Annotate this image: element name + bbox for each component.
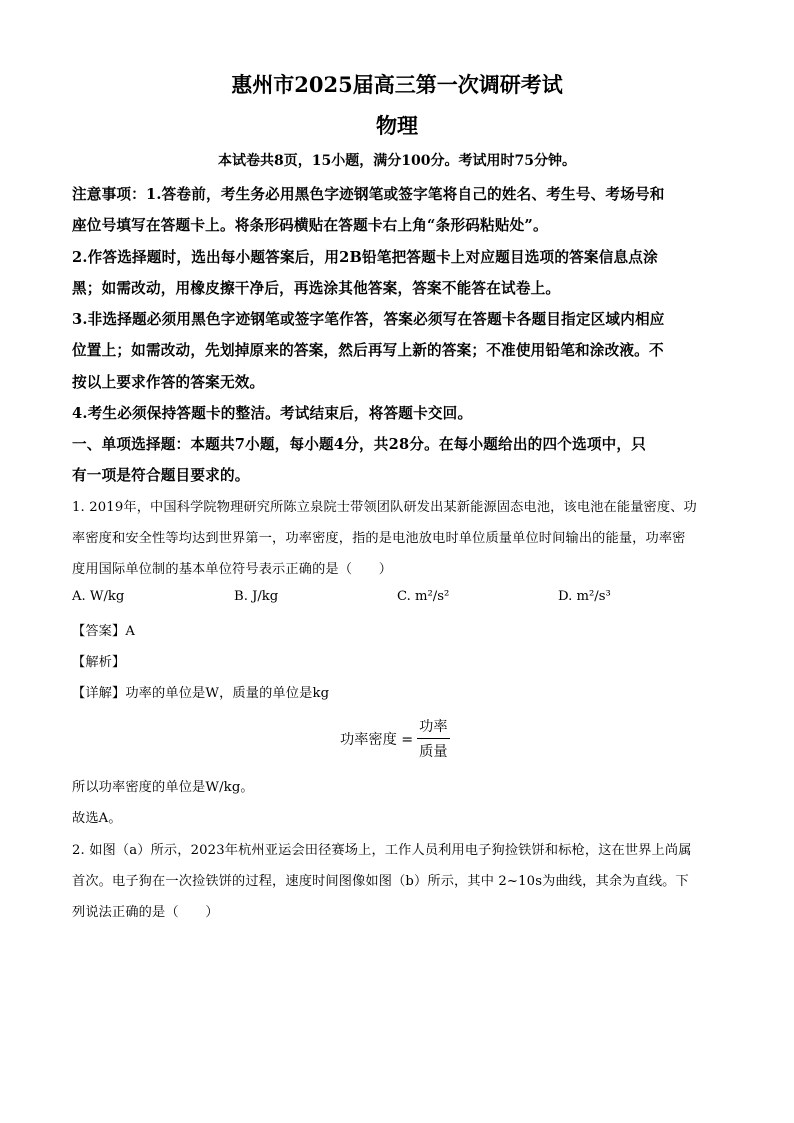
q1-option-c: C. m²/s² — [397, 589, 450, 604]
exam-title: 惠州市2025届高三第一次调研考试 — [231, 72, 563, 97]
notes-line-7: 按以上要求作答的答案无效。 — [72, 374, 265, 391]
notes-line-8: 4.考生必须保持答题卡的整洁。考试结束后，将答题卡交回。 — [72, 405, 473, 422]
q1-analysis-label: 【解析】 — [72, 655, 126, 670]
q1-option-d: D. m²/s³ — [558, 589, 611, 604]
q1-formula — [340, 716, 450, 761]
q1-stem-line-3: 度用国际单位制的基本单位符号表示正确的是（ ） — [72, 562, 393, 577]
q2-stem-line-3: 列说法正确的是（ ） — [72, 905, 219, 920]
q1-choice: 故选A。 — [72, 811, 122, 826]
q1-option-a: A. W/kg — [72, 589, 125, 604]
q1-conclusion: 所以功率密度的单位是W/kg。 — [72, 780, 254, 795]
formula-denominator: 质量 — [419, 744, 448, 760]
notes-line-1: 注意事项：1.答卷前，考生务必用黑色字迹钢笔或签字笔将自己的姓名、考生号、考场号和 — [72, 186, 665, 203]
q1-stem-line-1: 1. 2019年，中国科学院物理研究所陈立泉院士带领团队研发出某新能源固态电池，该电池在能量密度、功 — [72, 500, 697, 515]
notes-line-3: 2.作答选择题时，选出每小题答案后，用2B铅笔把答题卡上对应题目选项的答案信息点涂 — [72, 249, 658, 266]
q1-detail: 【详解】功率的单位是W，质量的单位是kg — [72, 686, 330, 701]
formula-numerator: 功率 — [417, 716, 449, 739]
notes-line-6: 位置上；如需改动，先划掉原来的答案，然后再写上新的答案；不准使用铅笔和涂改液。不 — [72, 342, 664, 359]
exam-info: 本试卷共8页，15小题，满分100分。考试用时75分钟。 — [218, 153, 576, 169]
formula-fraction — [417, 716, 449, 761]
section-heading-line-1: 一、单项选择题：本题共7小题，每小题4分，共28分。在每小题给出的四个选项中，只 — [72, 436, 646, 453]
notes-line-4: 黑；如需改动，用橡皮擦干净后，再选涂其他答案，答案不能答在试卷上。 — [72, 280, 561, 297]
notes-line-2: 座位号填写在答题卡上。将条形码横贴在答题卡右上角“条形码粘贴处”。 — [72, 217, 548, 234]
section-heading-line-2: 有一项是符合题目要求的。 — [72, 467, 250, 484]
q1-answer: 【答案】A — [72, 624, 136, 639]
formula-lhs: 功率密度 = — [340, 731, 414, 748]
q2-stem-line-2: 首次。电子狗在一次捡铁饼的过程，速度时间图像如图（b）所示，其中 2~10s为曲线，其余为直线。下 — [72, 874, 689, 889]
q1-stem-line-2: 率密度和安全性等均达到世界第一，功率密度，指的是电池放电时单位质量单位时间输出的能量，功率密 — [72, 531, 686, 546]
subject-title: 物理 — [376, 113, 418, 138]
notes-line-5: 3.非选择题必须用黑色字迹钢笔或签字笔作答，答案必须写在答题卡各题目指定区域内相应 — [72, 311, 665, 328]
q2-stem-line-1: 2. 如图（a）所示，2023年杭州亚运会田径赛场上，工作人员利用电子狗捡铁饼和标枪，这在世界上尚属 — [72, 843, 692, 858]
q1-option-b: B. J/kg — [234, 589, 279, 604]
